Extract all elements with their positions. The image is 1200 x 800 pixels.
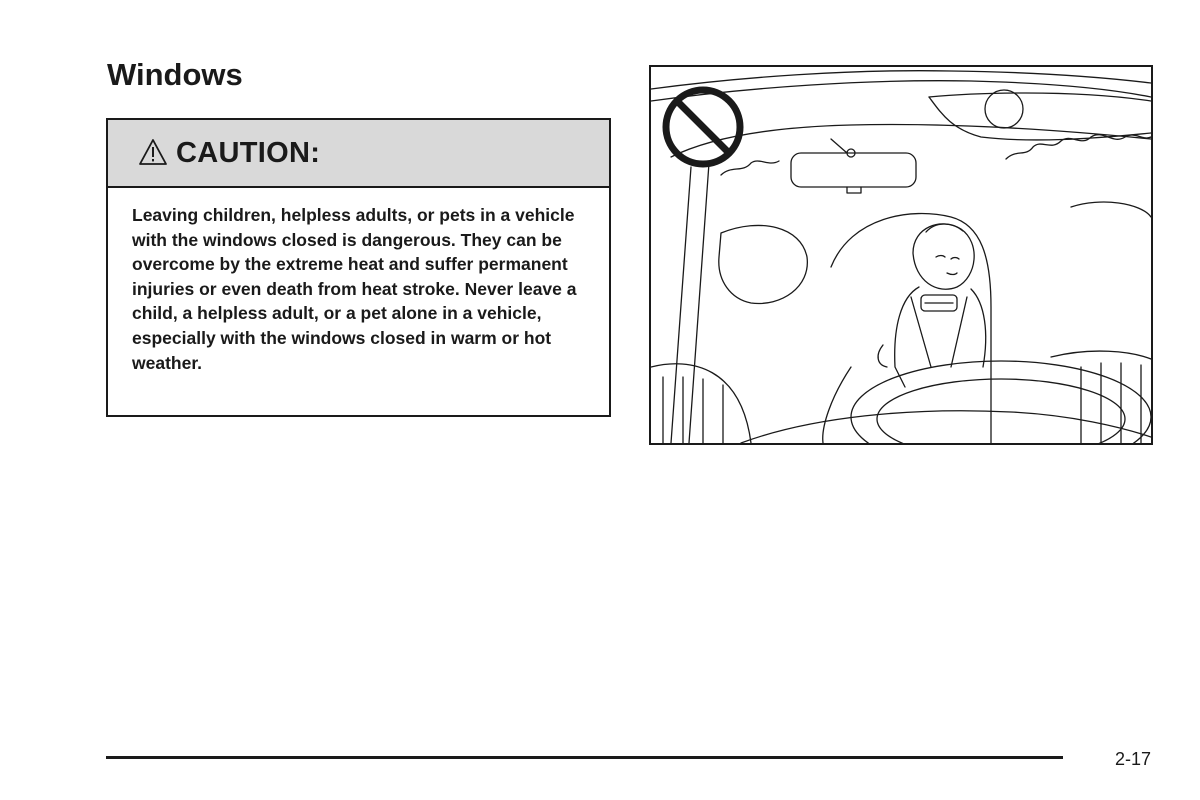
caution-box <box>106 118 611 417</box>
warning-triangle-icon <box>138 137 168 167</box>
child-in-car-seat-illustration <box>649 65 1153 445</box>
caution-title: CAUTION: <box>176 136 321 169</box>
caution-text: Leaving children, helpless adults, or pets in a vehicle with the windows closed is dangerous. They can be overcome by the extreme heat and suffer permanent injuries or even death from heat stroke. Never leave a child, a helpless adult, or a pet alone in a vehicle, especially with the windows closed in warm or hot weather. <box>132 205 577 373</box>
prohibition-icon <box>666 90 740 164</box>
footer-rule <box>106 756 1063 759</box>
caution-header <box>108 120 609 188</box>
page-title: Windows <box>107 57 243 92</box>
page-number: 2-17 <box>1115 749 1152 769</box>
